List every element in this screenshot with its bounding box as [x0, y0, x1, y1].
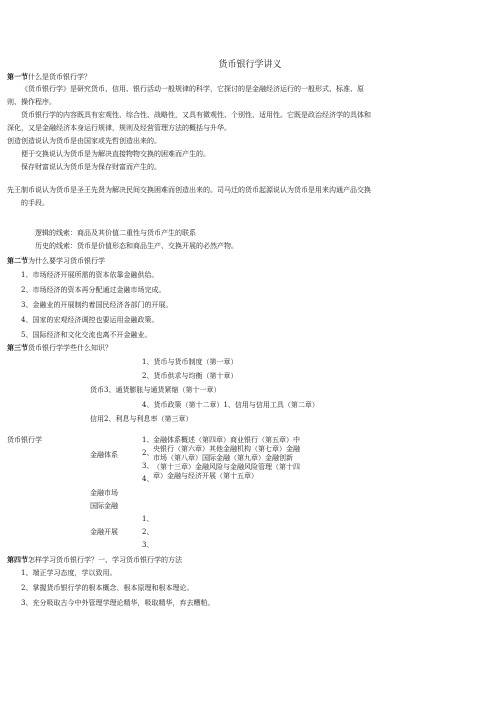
s1-line-creation: 创造创造说认为货币是由国家或先哲创造出来的。 [7, 137, 161, 145]
tree-number: 2、 [142, 449, 154, 457]
s1-paragraph-1-line-2: 则、操作程序。 [7, 98, 56, 106]
s1-line-king-a: 先王制币说认为货币是圣王先贤为解决民间交换困难而创造出来的。司马迁的货币起源说认为货币是用来沟通产品交换 [7, 186, 371, 194]
tree-root-label: 货币银行学 [7, 436, 42, 444]
tree-number: 1、 [142, 436, 154, 444]
section-1-label: 第一节 [7, 72, 28, 81]
s1-line-king-b: 的手段。 [21, 199, 49, 207]
s1-logic-line: 逻辑的线索：商品及其价值二重性与货币产生的联系 [35, 229, 196, 237]
s4-item: 3、充分吸取古今中外管理学理论精华，吸取精华，弃去糟粕。 [21, 599, 215, 607]
section-3-question: 货币银行学学些什么知识？ [28, 344, 112, 352]
section-4-label: 第四节 [7, 555, 28, 564]
s2-item: 3、金融业的开展制约着国民经济各部门的开展。 [21, 301, 173, 309]
section-3-heading-line [7, 343, 112, 353]
s3-content-line: 货币3、通货膨胀与通货紧缩（第十一章） [90, 386, 221, 394]
tree-number: 3、 [142, 462, 154, 470]
s2-item: 2、市场经济的资本再分配通过金融市场完成。 [21, 286, 166, 294]
document-title: 货币银行学讲义 [218, 60, 282, 70]
tree-detail-block: 金融体系概述（第四章）商业银行（第五章）中央银行（第六章）其他金融机构（第七章）金融市场（第八章）国际金融（第九章）金融创新（第十三章）金融风险与金融风险管理（第十四章）金融与经济开展（第十五章） [153, 436, 300, 480]
s1-paragraph-2-line-1: 货币银行学的内容既具有宏观性、综合性、战略性，又具有微观性、个别性、适用性。它既是政治经济学的具体和 [21, 111, 371, 119]
section-2-question: 为什么要学习货币银行学 [28, 257, 105, 265]
section-2-label: 第二节 [7, 256, 28, 265]
s3-content-line: 1、货币与货币制度（第一章） [142, 358, 238, 366]
section-3-label: 第三节 [7, 343, 28, 352]
section-4-question: 怎样学习货币银行学？一、学习货币银行学的方法 [28, 556, 182, 564]
s1-line-wealth: 保存财富说认为货币是为保存财富而产生的。 [21, 163, 161, 171]
tree-number: 2、 [142, 528, 154, 536]
tree-number: 1、 [142, 515, 154, 523]
s1-history-line: 历史的线索：货币是价值形态和商品生产、交换开展的必然产物。 [35, 242, 238, 250]
s3-content-line: 2、货币供求与均衡（第十章） [142, 372, 238, 380]
s2-item: 5、国际经济和文化交流也离不开金融业。 [21, 331, 152, 339]
tree-branch-label: 金融体系 [90, 451, 118, 459]
s3-content-line: 4、货币政策（第十二章）1、信用与信用工具（第二章） [142, 401, 319, 409]
tree-branch-label: 国际金融 [90, 502, 118, 510]
s2-item: 4、国家的宏观经济调控也要运用金融政策。 [21, 316, 159, 324]
tree-branch-label: 金融市场 [90, 489, 118, 497]
tree-number: 4、 [142, 475, 154, 483]
section-4-heading-line [7, 555, 182, 565]
s1-line-exchange: 便于交换说认为货币是为解决直接物物交换的困难而产生的。 [21, 150, 210, 158]
section-1-question: 什么是货币银行学？ [28, 73, 91, 81]
s4-item: 2、掌握货币银行学的根本概念、根本原理和根本理论。 [21, 584, 194, 592]
s4-item: 1、端正学习态度，学以致用。 [21, 569, 117, 577]
s1-paragraph-2-line-2: 深化，又是金融经济本身运行规律，规则及经营管理方法的概括与升华。 [7, 124, 231, 132]
s2-item: 1、市场经济开展所需的资本依靠金融供给。 [21, 271, 159, 279]
s1-paragraph-1-line-1: 《货币银行学》是研究货币、信用、银行活动一般规律的科学，它探讨的是金融经济运行的一般形式、标准、原 [21, 85, 364, 93]
s3-content-line: 信用2、利息与利息率（第三章） [90, 415, 193, 423]
section-1-heading-line [7, 72, 91, 82]
tree-branch-label: 金融开展 [90, 528, 118, 536]
tree-number: 3、 [142, 541, 154, 549]
section-2-heading-line [7, 256, 105, 266]
